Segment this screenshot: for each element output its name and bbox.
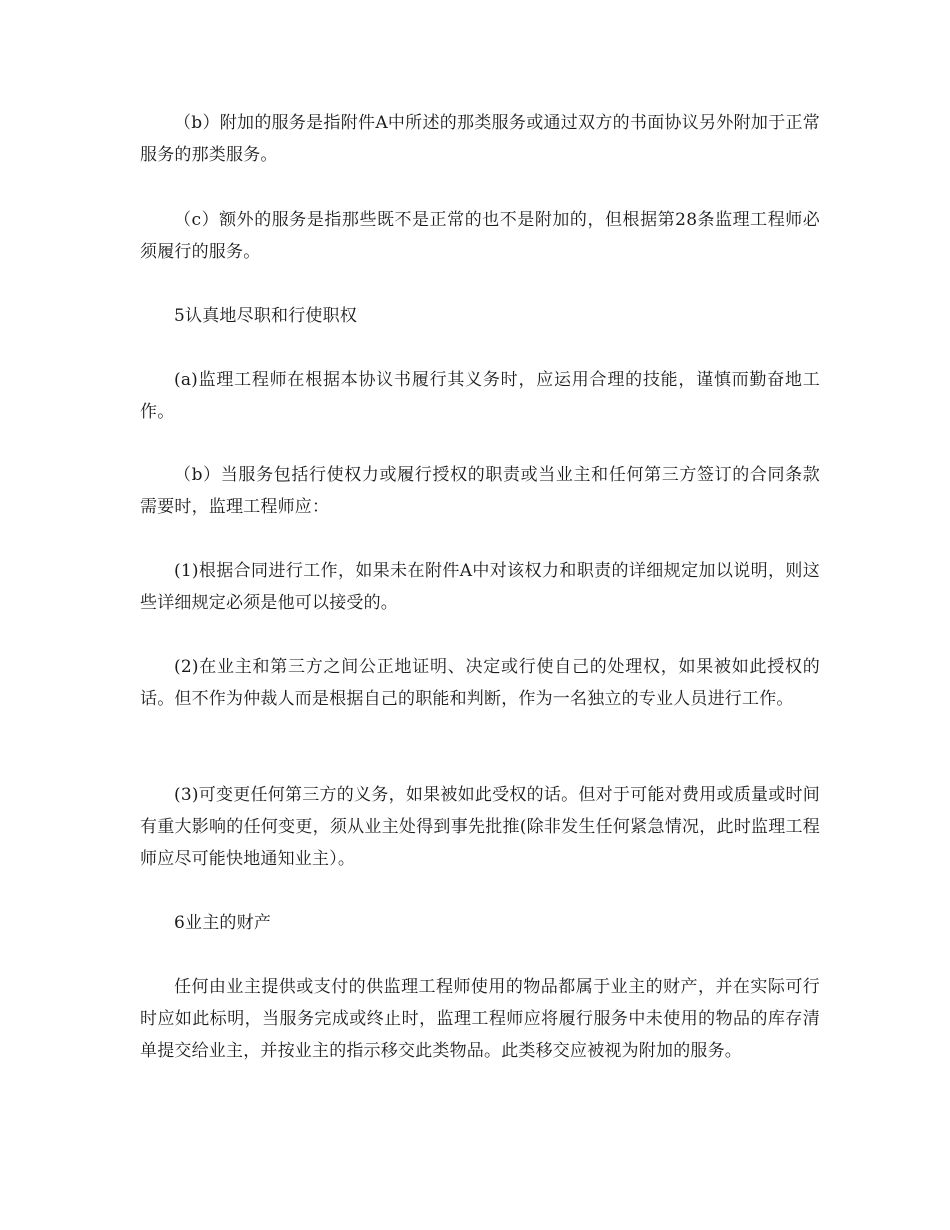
paragraph-item-2: (2)在业主和第三方之间公正地证明、决定或行使自己的处理权，如果被如此授权的话。但不作为仲裁人而是根据自己的职能和判断，作为一名独立的专业人员进行工作。 (140, 657, 820, 709)
paragraph-owner-property: 任何由业主提供或支付的供监理工程师使用的物品都属于业主的财产，并在实际可行时应如此标明，当服务完成或终止时，监理工程师应将履行服务中未使用的物品的库存清单提交给业主，并按业主的指示移交此类物品。此类移交应被视为附加的服务。 (140, 977, 820, 1061)
paragraph-a-diligence: (a)监理工程师在根据本协议书履行其义务时，应运用合理的技能，谨慎而勤奋地工作。 (140, 370, 820, 422)
paragraph-item-1: (1)根据合同进行工作，如果未在附件A中对该权力和职责的详细规定加以说明，则这些详细规定必须是他可以接受的。 (140, 561, 820, 613)
paragraph-b-additional-services: （b）附加的服务是指附件A中所述的那类服务或通过双方的书面协议另外附加于正常服务的那类服务。 (140, 113, 820, 165)
paragraph-c-extra-services: （c）额外的服务是指那些既不是正常的也不是附加的，但根据第28条监理工程师必须履行的服务。 (140, 210, 820, 262)
section-heading-6: 6业主的财产 (174, 913, 272, 933)
paragraph-b-authority: （b）当服务包括行使权力或履行授权的职责或当业主和任何第三方签订的合同条款需要时，监理工程师应： (140, 465, 820, 517)
section-heading-5: 5认真地尽职和行使职权 (174, 306, 358, 326)
paragraph-item-3: (3)可变更任何第三方的义务，如果被如此受权的话。但对于可能对费用或质量或时间有重大影响的任何变更，须从业主处得到事先批推(除非发生任何紧急情况，此时监理工程师应尽可能快地通知业主）。 (140, 785, 820, 869)
